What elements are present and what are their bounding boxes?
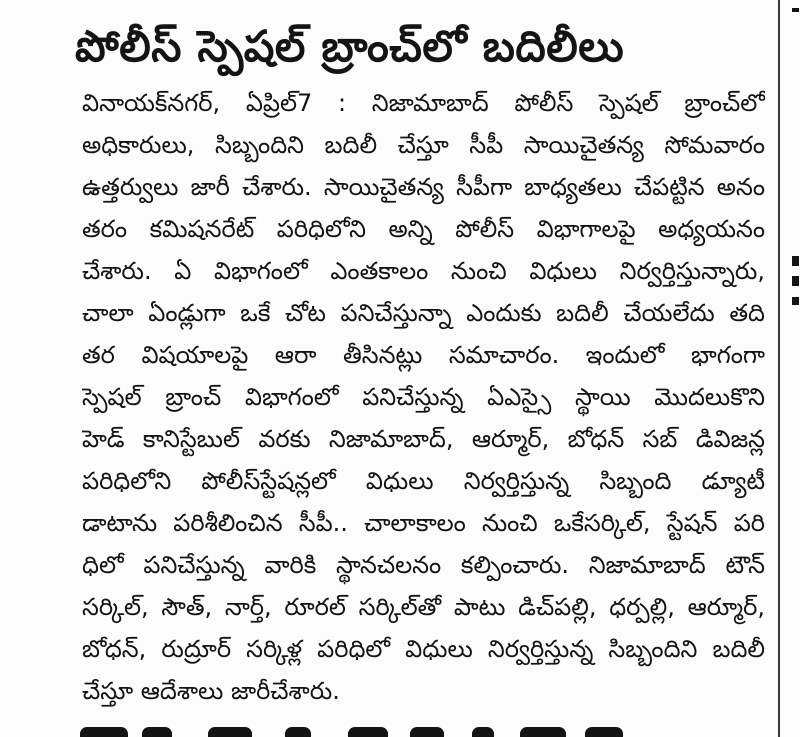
adjacent-column-mark [792, 256, 799, 266]
next-article-headline-fragment [80, 724, 640, 737]
adjacent-column-mark [792, 8, 799, 12]
article-line: అధికారులు, సిబ్బందిని బదిలీ చేస్తూ సీపీ సాయిచైతన్య సోమవారం [82, 131, 765, 159]
article-line: వినాయక్‌నగర్, ఏప్రిల్7 : నిజామాబాద్ పోలీస్ స్పెషల్ బ్రాంచ్‌లో [82, 89, 765, 117]
article-line: స్పెషల్ బ్రాంచ్ విభాగంలో పనిచేస్తున్న ఏఎస్సై స్థాయి మొదలుకొని [82, 383, 765, 411]
article-line: హెడ్ కానిస్టేబుల్ వరకు నిజామాబాద్, ఆర్మూర్, బోధన్ సబ్ డివిజన్ల [82, 425, 765, 453]
article-line: తర విషయాలపై ఆరా తీసినట్లు సమాచారం. ఇందులో భాగంగా [82, 341, 765, 369]
article-line: డాటాను పరిశీలించిన సీపీ.. చాలాకాలం నుంచి ఒకేసర్కిల్, స్టేషన్ పరి [82, 509, 765, 537]
article-line: బోధన్, రుద్రూర్ సర్కిళ్ల పరిధిలో విధులు నిర్వర్తిస్తున్న సిబ్బందిని బదిలీ [82, 635, 765, 663]
column-divider [778, 0, 780, 737]
article-line: చేశారు. ఏ విభాగంలో ఎంతకాలం నుంచి విధులు నిర్వర్తిస్తున్నారు, [82, 257, 765, 285]
article-line: చేస్తూ ఆదేశాలు జారీచేశారు. [82, 677, 340, 705]
article-line: చాలా ఏండ్లుగా ఒకే చోట పనిచేస్తున్నా ఎందుకు బదిలీ చేయలేదు తది [82, 299, 765, 327]
adjacent-column-mark [792, 276, 799, 286]
article-line: పరిధిలోని పోలీస్‌స్టేషన్లలో విధులు నిర్వర్తిస్తున్న సిబ్బంది డ్యూటీ [82, 467, 765, 495]
article-line: ధిలో పనిచేస్తున్న వారికి స్థానచలనం కల్పించారు. నిజామాబాద్ టౌన్ [82, 551, 765, 579]
article-line: ఉత్తర్వులు జారీ చేశారు. సాయిచైతన్య సీపీగా బాధ్యతలు చేపట్టిన అనం [82, 173, 765, 201]
article-line: సర్కిల్, సౌత్, నార్త్, రూరల్ సర్కిల్‌తో పాటు డిచ్‌పల్లి, ధర్పల్లి, ఆర్మూర్, [82, 593, 765, 621]
adjacent-column-mark [792, 297, 799, 305]
article-body [82, 82, 765, 712]
article-headline: పోలీస్ స్పెషల్ బ్రాంచ్‌లో బదిలీలు [75, 22, 625, 72]
article-line: తరం కమిషనరేట్ పరిధిలోని అన్ని పోలీస్ విభాగాలపై అధ్యయనం [82, 215, 765, 243]
